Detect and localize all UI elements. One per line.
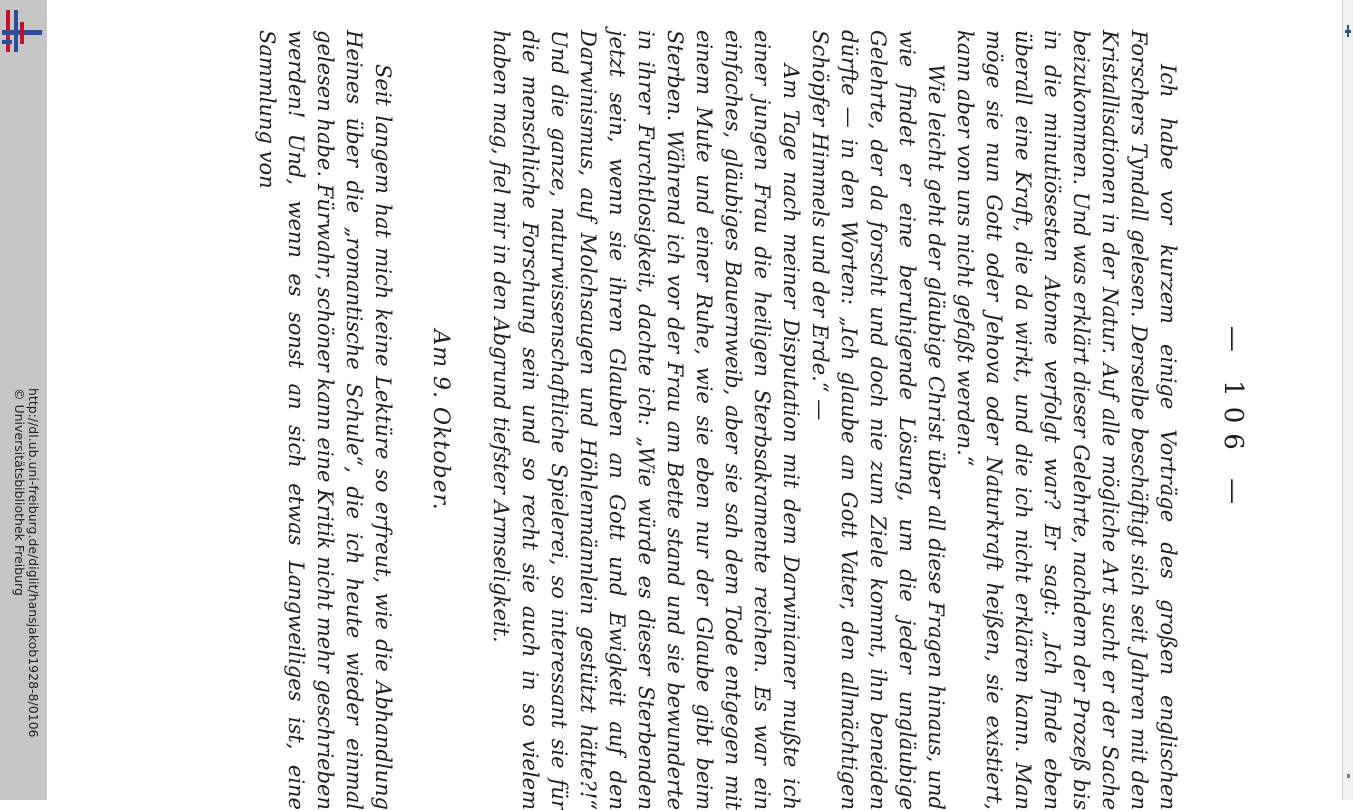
- citation-footer: [12, 388, 40, 738]
- library-margin: [0, 0, 47, 800]
- paragraph-3: Am Tage nach meiner Disputation mit dem Darwinianer mußte ich einer jungen Frau die heiligen Sterbsakramente reichen. Es war ein einfaches, gläubiges Bauernweib, aber sie sah dem Tode entgegen mit einem Mute und einer Ruhe, wie sie eben nur der Glaube gibt beim Sterben. Während ich vor der Frau am Bette stand und sie bewunderte in ihrer Furchtlosigkeit, dachte ich: „Wie würde es dieser Sterbenden jetzt sein, wenn sie ihren Glauben an Gott und Ewigkeit auf den Darwinismus, auf Molchsaugen und Höhlenmännlein gestützt hätte?!“ Und die ganze, naturwissenschaftliche Spielerei, so interessant sie für die menschliche Forschung sein und so recht sie auch in so vielem haben mag, fiel mir in den Abgrund tiefster Armseligkeit.: [489, 30, 803, 810]
- scanned-book-page: [255, 30, 1248, 810]
- citation-url[interactable]: http://dl.ub.uni-freiburg.de/diglit/hansjakob1928-8/0106: [26, 388, 41, 738]
- paragraph-2: Wie leicht geht der gläubige Christ über all diese Fragen hinaus, und wie findet er eine beruhigende Lösung, um die jeder ungläubige Gelehrte, der da forscht und doch nie zum Ziele kommt, ihn beneiden dürfte — in den Worten: „Ich glaube an Gott Vater, den allmächtigen Schöpfer Himmels und der Erde.“ —: [808, 30, 948, 810]
- edge-marker: [1347, 774, 1350, 778]
- scroll-edge: [1342, 0, 1353, 800]
- paragraph-1: Ich habe vor kurzem einige Vorträge des großen englischen Forschers Tyndall gelesen. Derselbe beschäftigt sich seit Jahren mit den Kristallisationen in der Natur. Auf alle mögliche Art sucht er der Sache beizukommen. Und was erklärt dieser Gelehrte, nachdem der Prozeß bis in die minutiösesten Atome verfolgt war? Er sagt: „Ich finde eben überall eine Kraft, die da wirkt, und die ich nicht erklären kann. Man möge sie nun Gott oder Jehova oder Naturkraft heißen, sie existiert, kann aber von uns nicht gefaßt werden.“: [953, 30, 1180, 810]
- paragraph-4: Seit langem hat mich keine Lektüre so erfreut, wie die Abhandlung Heines über die „romantische Schule“, die ich heute wieder einmal gelesen habe. Fürwahr, schöner kann eine Kritik nicht mehr geschrieben werden! Und, wenn es sonst an sich etwas Langweiliges ist, eine Sammlung von: [255, 30, 395, 810]
- copyright-notice: © Universitätsbibliothek Freiburg: [12, 388, 27, 596]
- logo-fragment-icon: [1345, 22, 1351, 34]
- date-heading: Am 9. Oktober.: [428, 329, 453, 511]
- page-number: — 106 —: [1218, 325, 1248, 515]
- ub-freiburg-logo-icon: [2, 10, 42, 52]
